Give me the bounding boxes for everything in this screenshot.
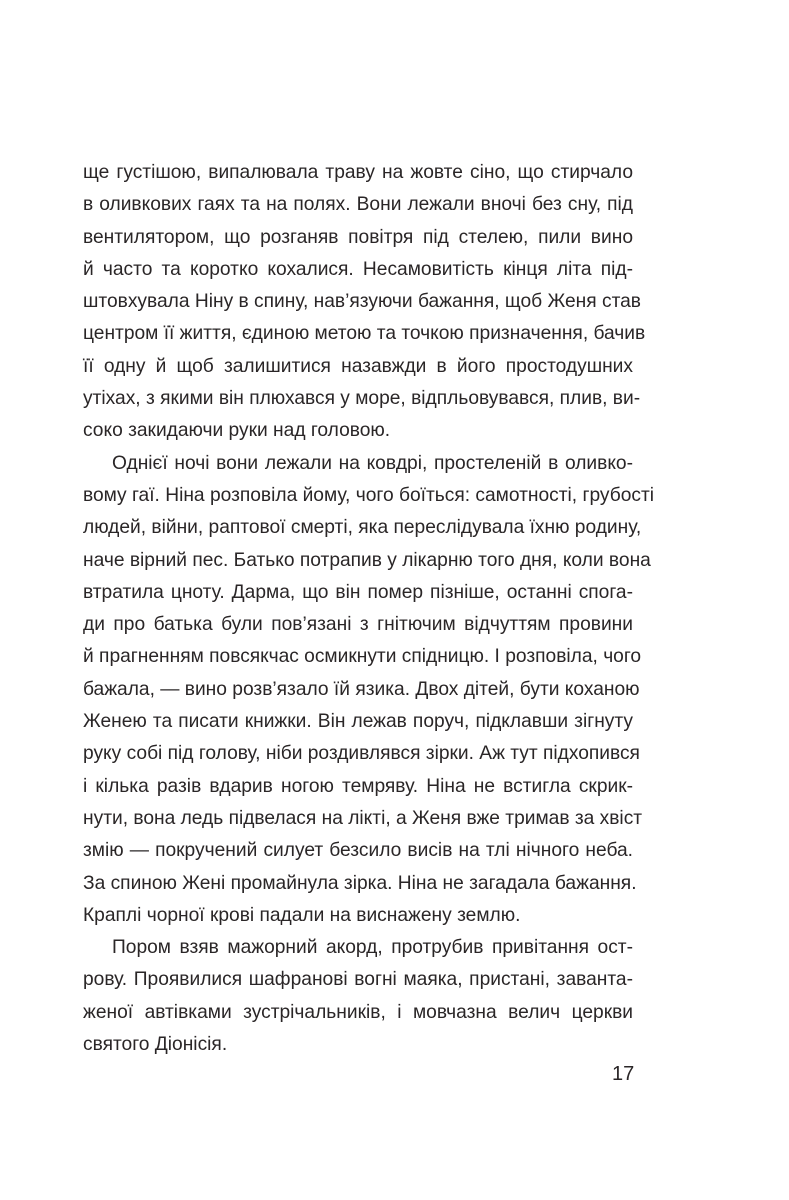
text-line: святого Діонісія. <box>83 1034 228 1056</box>
text-line: ще густішою, випалювала траву на жовте сіно, що стирчало <box>83 162 633 183</box>
text-line: й прагненням повсякчас осмикнути спідницю. І розповіла, чого <box>83 646 642 668</box>
text-line: утіхах, з якими він плюхався у море, відпльовувався, плив, ви- <box>83 388 641 410</box>
text-line: змію — покручений силует безсило висів на тлі нічного неба. <box>83 840 633 862</box>
page-number: 17 <box>612 1063 635 1085</box>
text-line: рову. Проявилися шафранові вогні маяка, пристані, заванта- <box>83 969 633 991</box>
text-line: штовхувала Ніну в спину, нав’язуючи бажання, щоб Женя став <box>83 291 641 313</box>
text-line: бажала, — вино розв’язало їй язика. Двох дітей, бути коханою <box>83 678 640 700</box>
text-line: руку собі під голову, ніби роздивлявся зірки. Аж тут підхопився <box>83 743 640 765</box>
text-line: втратила цноту. Дарма, що він помер пізніше, останні спога- <box>83 581 633 603</box>
text-line: вентилятором, що розганяв повітря під стелею, пили вино <box>83 226 633 248</box>
text-line: За спиною Жені промайнула зірка. Ніна не загадала бажання. <box>83 872 637 894</box>
text-line: її одну й щоб залишитися назавжди в його простодушних <box>83 355 633 377</box>
text-line: центром її життя, єдиною метою та точкою призначення, бачив <box>83 323 646 345</box>
paragraph <box>83 157 646 448</box>
paragraph <box>83 932 633 1061</box>
paragraph <box>83 448 655 932</box>
text-line: наче вірний пес. Батько потрапив у лікарню того дня, коли вона <box>83 549 651 571</box>
text-line: й часто та коротко кохалися. Несамовитість кінця літа під- <box>83 258 633 280</box>
text-line: і кілька разів вдарив ногою темряву. Ніна не встигла скрик- <box>83 775 633 797</box>
text-line: соко закидаючи руки над головою. <box>83 420 391 442</box>
text-line: нути, вона ледь підвелася на лікті, а Женя вже тримав за хвіст <box>83 807 643 829</box>
text-line: женої автівками зустрічальників, і мовчазна велич церкви <box>83 1001 633 1023</box>
text-line: Женею та писати книжки. Він лежав поруч, підклавши зігнуту <box>83 711 633 733</box>
text-line: в оливкових гаях та на полях. Вони лежали вночі без сну, під <box>83 194 633 216</box>
text-line: вому гаї. Ніна розповіла йому, чого боїться: самотності, грубості <box>83 484 655 506</box>
text-line: ди про батька були пов’язані з гнітючим відчуттям провини <box>83 614 633 636</box>
text-line: Однієї ночі вони лежали на ковдрі, простеленій в оливко- <box>112 452 633 474</box>
text-line: Пором взяв мажорний акорд, протрубив привітання ост- <box>112 937 633 959</box>
body-text <box>83 157 655 1061</box>
text-line: Краплі чорної крові падали на виснажену землю. <box>83 904 521 926</box>
text-line: людей, війни, раптової смерті, яка переслідувала їхню родину, <box>83 517 642 539</box>
